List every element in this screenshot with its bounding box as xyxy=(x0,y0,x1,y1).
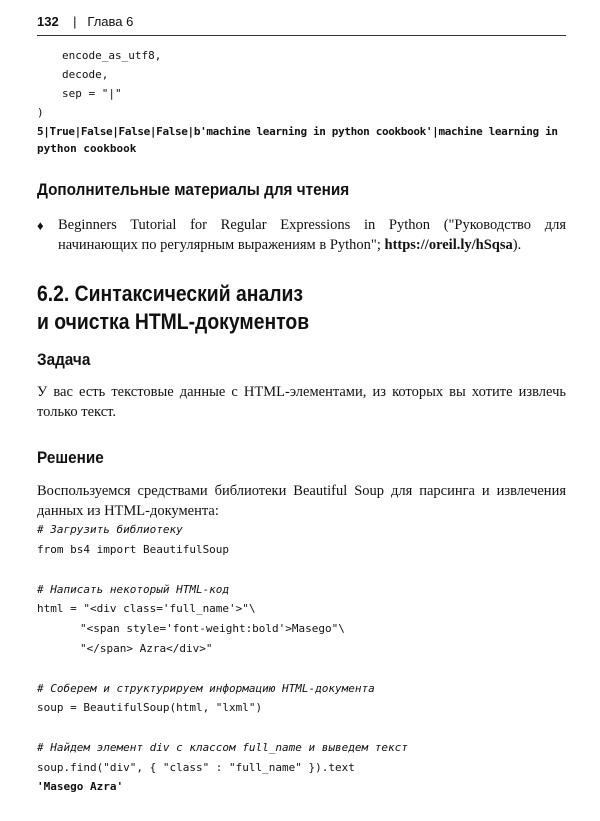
code-comment: # Загрузить библиотеку xyxy=(37,523,183,536)
code-line: soup.find("div", { "class" : "full_name" }).text xyxy=(37,761,355,774)
section-title-line1: 6.2. Синтаксический анализ xyxy=(37,281,304,306)
code-comment: # Соберем и структурируем информацию HTML-документа xyxy=(37,682,375,695)
page-number: 132 xyxy=(37,14,59,29)
solution-heading: Решение xyxy=(37,448,104,467)
code-line: ) xyxy=(37,106,44,119)
code-line: decode, xyxy=(62,68,109,81)
section-title-line2: и очистка HTML-документов xyxy=(37,309,310,334)
solution-text: Воспользуемся средствами библиотеки Beautiful Soup для парсинга и извлечения данных из HTML-документа: xyxy=(37,483,566,519)
code-output: python cookbook xyxy=(37,142,137,155)
code-line: html = "<div class='full_name'>"\ xyxy=(37,602,256,615)
code-output: 'Masego Azra' xyxy=(37,780,124,793)
reading-item-text: Beginners Tutorial for Regular Expressions in Python ("Руководство для начинающих по регулярным выражениям в Python"; xyxy=(58,217,566,253)
code-line: from bs4 import BeautifulSoup xyxy=(37,543,230,556)
code-comment: # Найдем элемент div с классом full_name и выведем текст xyxy=(37,741,408,754)
code-comment: # Написать некоторый HTML-код xyxy=(37,583,230,596)
code-line: sep = "|" xyxy=(62,87,122,100)
code-line: encode_as_utf8, xyxy=(62,49,162,62)
page-header xyxy=(37,14,133,29)
problem-text: У вас есть текстовые данные с HTML-элементами, из которых вы хотите извлечь только текст. xyxy=(37,384,566,420)
chapter-label: Глава 6 xyxy=(87,14,134,29)
header-separator: | xyxy=(73,14,77,29)
problem-heading: Задача xyxy=(37,350,91,369)
reading-link[interactable]: https://oreil.ly/hSqsa xyxy=(384,237,513,253)
further-reading-heading: Дополнительные материалы для чтения xyxy=(37,180,350,199)
bullet-icon: ♦ xyxy=(37,218,44,233)
code-line: soup = BeautifulSoup(html, "lxml") xyxy=(37,701,263,714)
code-line: "<span style='font-weight:bold'>Masego"\ xyxy=(80,622,345,635)
header-rule xyxy=(37,35,566,36)
reading-item-end: ). xyxy=(512,237,522,253)
code-output: 5|True|False|False|False|b'machine learning in python cookbook'|machine learning in xyxy=(37,125,558,138)
reading-item xyxy=(58,215,566,255)
code-line: "</span> Azra</div>" xyxy=(80,642,213,655)
